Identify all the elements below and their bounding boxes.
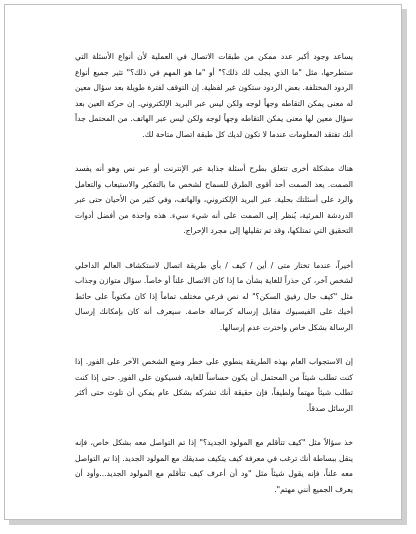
paragraph: خذ سؤالاً مثل "كيف تتأقلم مع المولود الجديد؟" إذا تم التواصل معه بشكل خاص، فإنه ينقل ببساطة أنك ترغب في معرفة كيف يتكيف صديقك مع المولود الجديد. إذا تم التواصل معه علناً، فإنه يقول شيئاً مثل "ود أن أعرف كيف تتأقلم مع المولود الجديد...وأود أن يعرف الجميع أنني مهتم". bbox=[75, 438, 353, 494]
paragraph: أخيراً، عندما تختار متى / أين / كيف / بأي طريقة اتصال لاستكشاف العالم الداخلي لشخص آخر، كن حذراً للغاية بشأن ما إذا كان الاتصال علناً أو خاصاً. سؤال متوازن وجذاب مثل "كيف حال رفيق السكن؟" له نص فرعي مختلف تماماً إذا كان مكتوباً على حائط أخيك على الفيسبوك مقابل إرساله كرسالة خاصة. سيعرف أنه كان بإمكانك إرسال الرسالة بشكل خاص واخترت عدم إرسالها. bbox=[75, 260, 353, 332]
paragraph: يساعد وجود أكبر عدد ممكن من طبقات الاتصال في العملية لأن أنواع الأسئلة التي ستطرحها، مثل "ما الذي يجلب لك ذلك؟" أو "ما هو المهم في ذلك؟" تثير جميع أنواع الردود المختلفة. بعض الردود ستكون غير لفظية. إن التوقف لفترة طويلة بعد سؤال معين له معنى يمكن التقاطه وجهاً لوجه ولكن ليس عبر البريد الإلكتروني. إن حركة العين بعد سؤال معين لها معنى يمكن التقاطه وجهاً لوجه ولكن ليس عبر الهاتف. من المحتمل جداً أنك تفتقد المعلومات عندما لا تكون لديك كل طبقة اتصال متاحة لك. bbox=[75, 52, 353, 139]
document-body bbox=[75, 49, 353, 516]
paragraph: هناك مشكلة أخرى تتعلق بطرح أسئلة جذابة عبر الإنترنت أو عبر نص وهو أنه يفسد الصمت. يعد الصمت أحد أقوى الطرق للسماح لشخص ما بالتفكير والاستيعاب والتعامل والرد على أسئلتك بحلية. عبر البريد الإلكتروني، والهاتف، وفي كثير من الأحيان حتى عبر الدردشة المرئية، يُنظر إلى الصمت على أنه شيء سيء. هذه واحدة من أفضل أدوات التحقيق التي تمتلكها، وقد تم تقليلها إلى مجرد الإحراج. bbox=[75, 164, 353, 235]
paragraph: إن الاستجواب العام بهذه الطريقة ينطوي على خطر وضع الشخص الآخر على الفور. إذا كنت تطلب شيئاً من المحتمل أن يكون حساساً للغاية، فسيكون على الفور. حتى إذا كنت تطلب شيئاً مهتماً ولطيفاً، فإن حقيقة أنك تشركه بشكل عام يمكن أن تلوث حتى أكثر الرسائل صدقاً. bbox=[75, 357, 353, 413]
document-page bbox=[4, 4, 402, 520]
